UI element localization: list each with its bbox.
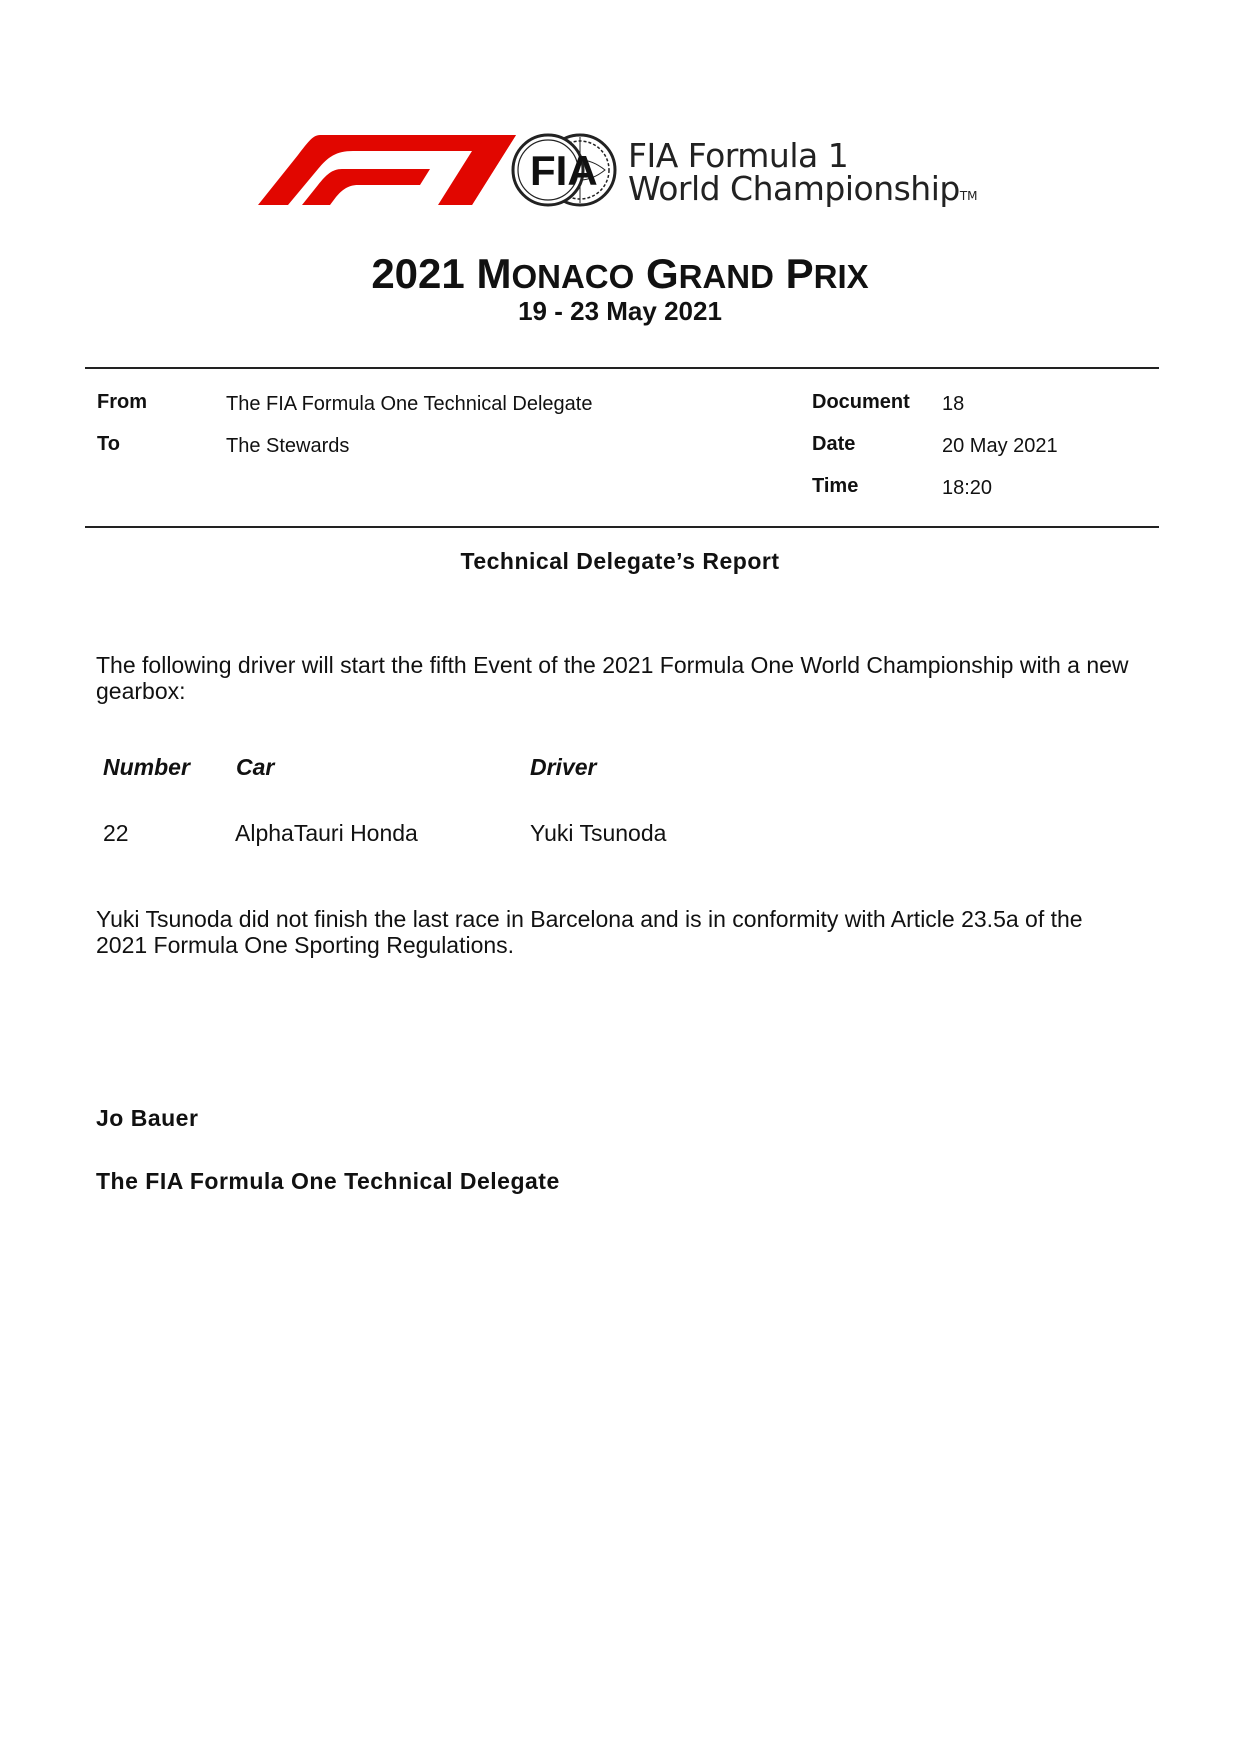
from-label: From xyxy=(97,391,147,413)
report-title: Technical Delegate’s Report xyxy=(460,548,780,574)
trademark: TM xyxy=(959,189,978,203)
to-label: To xyxy=(97,433,120,455)
table-cell-number: 22 xyxy=(103,820,129,846)
event-dates: 19 - 23 May 2021 xyxy=(518,296,722,326)
table-header-car: Car xyxy=(236,754,275,780)
from-value: The FIA Formula One Technical Delegate xyxy=(226,393,593,415)
event-title: 2021 MONACO GRAND PRIX xyxy=(371,250,869,297)
table-header-driver: Driver xyxy=(530,754,597,780)
f1-logo xyxy=(258,135,516,205)
header-logo xyxy=(258,125,1018,225)
to-value: The Stewards xyxy=(226,435,350,457)
table-cell-car: AlphaTauri Honda xyxy=(235,820,418,846)
svg-text:FIA: FIA xyxy=(530,147,598,194)
report-conclusion: Yuki Tsunoda did not finish the last race in Barcelona and is in conformity with Article 23.5a of the 2021 Formula One Sporting Regulations. xyxy=(96,906,1083,958)
divider-bottom xyxy=(85,526,1159,528)
championship-line-1: FIA Formula 1 xyxy=(628,136,849,175)
championship-line-2: World ChampionshipTM xyxy=(628,169,978,208)
date-value: 20 May 2021 xyxy=(942,435,1058,457)
signature-position: The FIA Formula One Technical Delegate xyxy=(96,1168,560,1194)
date-label: Date xyxy=(812,433,856,455)
report-intro: The following driver will start the fifth Event of the 2021 Formula One World Championship with a new gearbox: xyxy=(96,652,1129,704)
time-value: 18:20 xyxy=(942,477,993,499)
fia-emblem xyxy=(510,130,620,210)
document-label: Document xyxy=(812,391,910,413)
championship-wordmark xyxy=(628,136,978,213)
table-header-number: Number xyxy=(103,754,190,780)
document-value: 18 xyxy=(942,393,965,415)
signature-name: Jo Bauer xyxy=(96,1105,199,1131)
divider-top xyxy=(85,367,1159,369)
table-cell-driver: Yuki Tsunoda xyxy=(530,820,667,846)
time-label: Time xyxy=(812,475,859,497)
